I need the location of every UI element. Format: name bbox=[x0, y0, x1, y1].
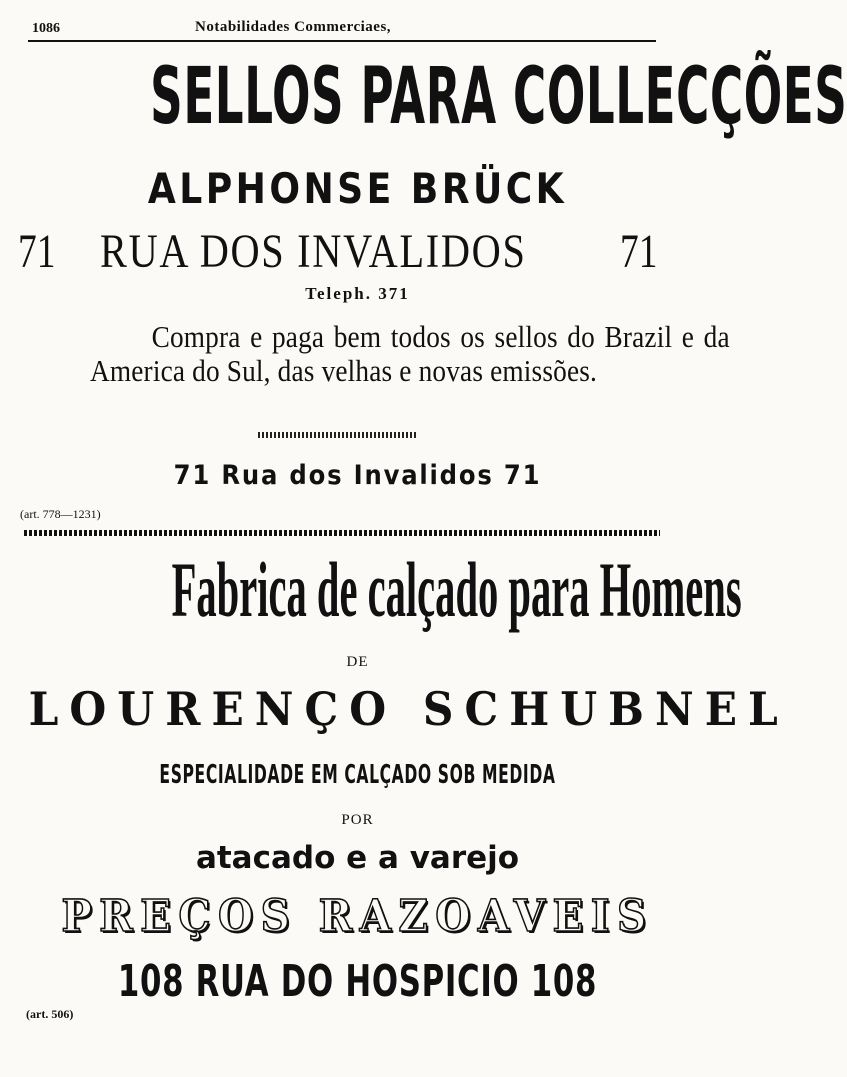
ad-shoes-prices: PREÇOS RAZOAVEIS bbox=[61, 891, 654, 942]
address-number-left: 71 bbox=[18, 225, 56, 278]
page-number: 1086 bbox=[32, 21, 60, 36]
ad-stamps-street: RUA DOS INVALIDOS bbox=[100, 225, 527, 278]
ad-shoes-sales: atacado e a varejo bbox=[195, 840, 520, 876]
ad-shoes-owner: LOURENÇO SCHUBNEL bbox=[28, 682, 789, 736]
address-number-right: 71 bbox=[620, 225, 658, 278]
ad-stamps-footer-address: 71 Rua dos Invalidos 71 bbox=[173, 460, 542, 491]
ad-shoes-address: 108 RUA DO HOSPICIO 108 bbox=[117, 956, 598, 1007]
ad-stamps-phone: Teleph. 371 bbox=[305, 284, 410, 303]
ad-shoes-por: POR bbox=[341, 812, 374, 828]
ad-shoes-title: Fabrica de calçado para Homens bbox=[171, 546, 742, 633]
ad-shoes-specialty: ESPECIALIDADE EM CALÇADO SOB MEDIDA bbox=[159, 760, 556, 790]
ad-stamps-title: SELLOS PARA COLLECÇÕES bbox=[150, 52, 847, 142]
ornamental-rule bbox=[258, 432, 416, 438]
ad-shoes-de: DE bbox=[346, 654, 369, 670]
ad-stamps-reference: (art. 778—1231) bbox=[20, 507, 101, 521]
ad-stamps-body-text: Compra e paga bem todos os sellos do Brazil e da America do Sul, das velhas e novas emissões. bbox=[90, 319, 730, 388]
ad-stamps-body bbox=[20, 319, 730, 388]
section-divider bbox=[24, 530, 660, 536]
ad-shoes-reference: (art. 506) bbox=[26, 1007, 74, 1021]
running-title: Notabilidades Commerciaes, bbox=[195, 19, 392, 35]
ad-stamps-merchant: ALPHONSE BRÜCK bbox=[147, 164, 568, 213]
header-rule bbox=[28, 40, 656, 42]
